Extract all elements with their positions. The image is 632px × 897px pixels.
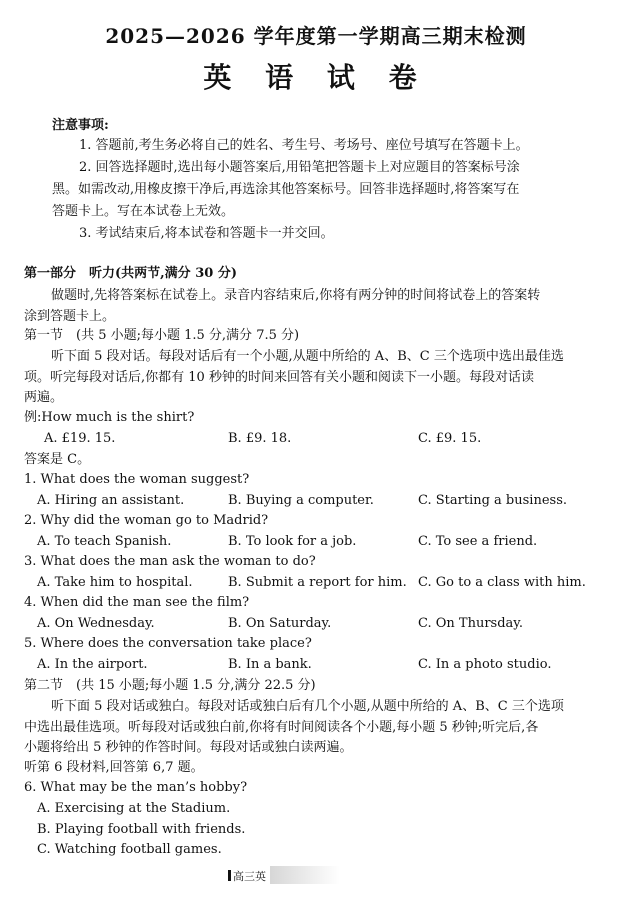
notes-line: 3. 考试结束后,将本试卷和答题卡一并交回。: [79, 226, 334, 241]
notes-line: 2. 回答选择题时,选出每小题答案后,用铅笔把答题卡上对应题目的答案标号涂: [79, 160, 520, 175]
q1-option-a: A. Hiring an assistant.: [37, 493, 185, 508]
example-question: 例:How much is the shirt?: [24, 410, 195, 425]
page-footer: [228, 868, 266, 884]
question-3: 3. What does the man ask the woman to do?: [24, 554, 316, 569]
part1-heading: 第一部分 听力(共两节,满分 30 分): [24, 266, 237, 281]
footer-smudge: [270, 866, 340, 884]
q4-option-a: A. On Wednesday.: [37, 616, 155, 631]
question-4: 4. When did the man see the film?: [24, 595, 250, 610]
q4-option-b: B. On Saturday.: [228, 616, 332, 631]
exam-title: 2025—2026 学年度第一学期高三期末检测: [105, 24, 527, 48]
q1-option-c: C. Starting a business.: [418, 493, 567, 508]
q2-option-a: A. To teach Spanish.: [37, 534, 172, 549]
exam-subtitle: 英 语 试 卷: [203, 61, 429, 94]
section2-instruction-line: 小题将给出 5 秒钟的作答时间。每段对话或独白读两遍。: [24, 740, 353, 755]
q3-option-a: A. Take him to hospital.: [37, 575, 193, 590]
q2-option-b: B. To look for a job.: [228, 534, 357, 549]
footer-label: 高三英: [233, 870, 266, 883]
section2-instruction-line: 听下面 5 段对话或独白。每段对话或独白后有几个小题,从题中所给的 A、B、C 三个选项: [51, 699, 564, 714]
section1-instruction-line: 项。听完每段对话后,你都有 10 秒钟的时间来回答有关小题和阅读下一小题。每段对话读: [24, 370, 534, 385]
section2-instruction-line: 中选出最佳选项。听每段对话或独白前,你将有时间阅读各个小题,每小题 5 秒钟;听完后,各: [24, 720, 539, 735]
example-option-b: B. £9. 18.: [228, 431, 292, 446]
example-option-c: C. £9. 15.: [418, 431, 482, 446]
q2-option-c: C. To see a friend.: [418, 534, 538, 549]
part1-intro-line: 涂到答题卡上。: [24, 309, 116, 324]
notes-line: 1. 答题前,考生务必将自己的姓名、考生号、考场号、座位号填写在答题卡上。: [79, 138, 529, 153]
material-note: 听第 6 段材料,回答第 6,7 题。: [24, 760, 204, 775]
section1-heading: 第一节 (共 5 小题;每小题 1.5 分,满分 7.5 分): [24, 328, 300, 343]
section1-instruction-line: 两遍。: [24, 390, 64, 405]
q6-option-c: C. Watching football games.: [37, 842, 222, 857]
q6-option-b: B. Playing football with friends.: [37, 822, 246, 837]
example-answer: 答案是 C。: [24, 452, 91, 467]
part1-intro-line: 做题时,先将答案标在试卷上。录音内容结束后,你将有两分钟的时间将试卷上的答案转: [51, 288, 541, 303]
q5-option-c: C. In a photo studio.: [418, 657, 552, 672]
example-option-a: A. £19. 15.: [44, 431, 116, 446]
q5-option-b: B. In a bank.: [228, 657, 312, 672]
section1-instruction-line: 听下面 5 段对话。每段对话后有一个小题,从题中所给的 A、B、C 三个选项中选出最佳选: [51, 349, 564, 364]
footer-bracket: [228, 870, 231, 881]
question-5: 5. Where does the conversation take place?: [24, 636, 312, 651]
q6-option-a: A. Exercising at the Stadium.: [37, 801, 231, 816]
notes-line: 黑。如需改动,用橡皮擦干净后,再选涂其他答案标号。回答非选择题时,将答案写在: [52, 182, 520, 197]
notes-heading: 注意事项:: [52, 118, 109, 133]
q3-option-b: B. Submit a report for him.: [228, 575, 407, 590]
q1-option-b: B. Buying a computer.: [228, 493, 374, 508]
q5-option-a: A. In the airport.: [37, 657, 148, 672]
question-1: 1. What does the woman suggest?: [24, 472, 250, 487]
q3-option-c: C. Go to a class with him.: [418, 575, 586, 590]
q4-option-c: C. On Thursday.: [418, 616, 524, 631]
question-6: 6. What may be the man’s hobby?: [24, 780, 248, 795]
question-2: 2. Why did the woman go to Madrid?: [24, 513, 269, 528]
notes-line: 答题卡上。写在本试卷上无效。: [52, 204, 235, 219]
section2-heading: 第二节 (共 15 小题;每小题 1.5 分,满分 22.5 分): [24, 678, 316, 693]
